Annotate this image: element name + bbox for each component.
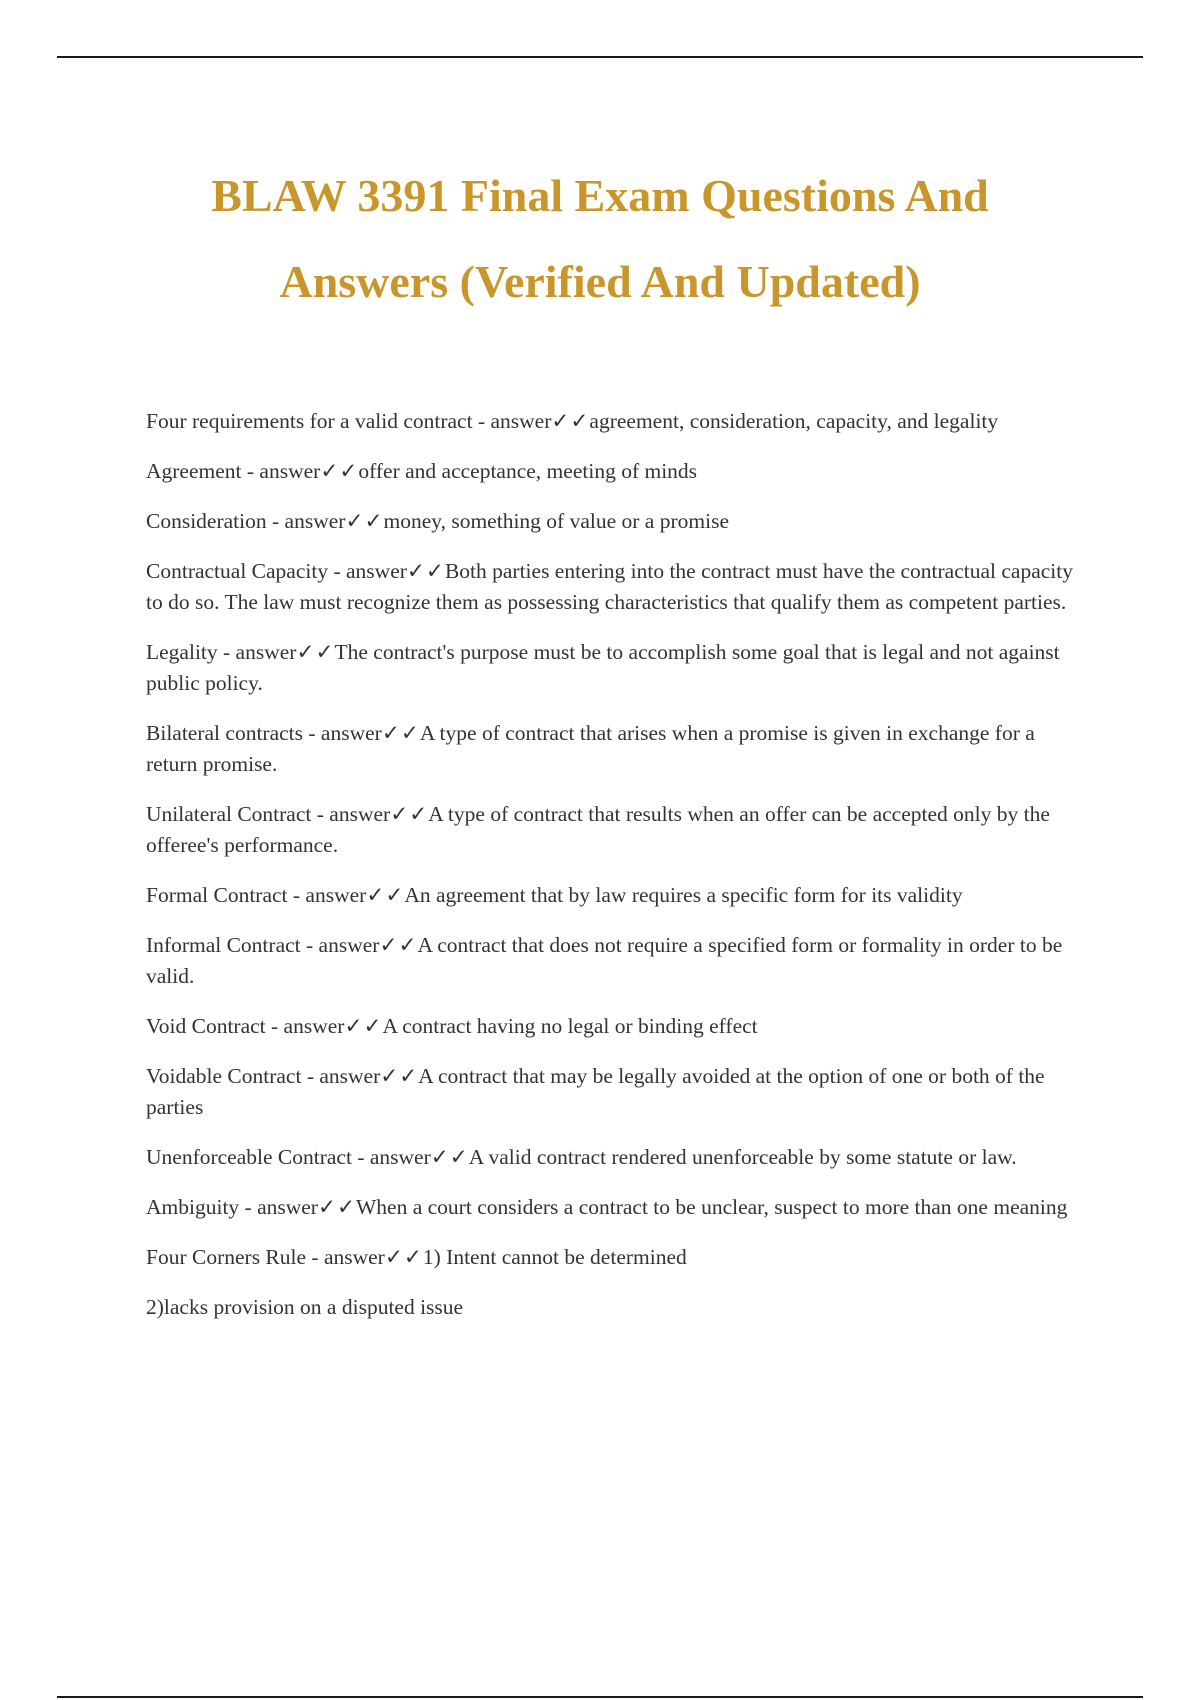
check-marks-icon: ✓✓: [366, 883, 405, 907]
qa-list: [146, 406, 1086, 1342]
qa-item: [146, 506, 1086, 537]
answer-separator: - answer: [328, 559, 407, 583]
term: Four Corners Rule: [146, 1245, 307, 1269]
answer-separator: - answer: [241, 459, 321, 483]
bottom-rule: [57, 1696, 1143, 1698]
answer-separator: - answer: [266, 509, 346, 533]
qa-item: [146, 799, 1086, 861]
term: Four requirements for a valid contract: [146, 409, 473, 433]
qa-item: [146, 880, 1086, 911]
check-marks-icon: ✓✓: [296, 640, 335, 664]
term: Unenforceable Contract: [146, 1145, 352, 1169]
definition: An agreement that by law requires a specific form for its validity: [404, 883, 963, 907]
qa-item: [146, 1142, 1086, 1173]
answer-separator: - answer: [311, 802, 391, 826]
definition: offer and acceptance, meeting of minds: [358, 459, 698, 483]
term: Formal Contract: [146, 883, 288, 907]
definition: When a court considers a contract to be unclear, suspect to more than one meaning: [356, 1195, 1068, 1219]
definition: A contract that does not require a specified form or formality in order to be valid.: [146, 933, 1063, 988]
definition: A type of contract that results when an offer can be accepted only by the offeree's performance.: [146, 802, 1050, 857]
qa-item: [146, 1192, 1086, 1223]
definition: A valid contract rendered unenforceable by some statute or law.: [468, 1145, 1017, 1169]
check-marks-icon: ✓✓: [320, 459, 359, 483]
definition: Both parties entering into the contract must have the contractual capacity to do so. The law must recognize them as possessing characteristics that qualify them as competent parties.: [146, 559, 1073, 614]
document-title: [100, 153, 1100, 325]
answer-separator: - answer: [265, 1014, 345, 1038]
check-marks-icon: ✓✓: [379, 933, 418, 957]
qa-item: [146, 556, 1086, 618]
check-marks-icon: ✓✓: [430, 1145, 469, 1169]
term: Consideration: [146, 509, 267, 533]
definition: agreement, consideration, capacity, and legality: [589, 409, 999, 433]
title-line-1: BLAW 3391 Final Exam Questions And: [211, 170, 989, 221]
qa-item: [146, 1011, 1086, 1042]
check-marks-icon: ✓✓: [344, 1014, 383, 1038]
definition: The contract's purpose must be to accomplish some goal that is legal and not against public policy.: [146, 640, 1060, 695]
answer-separator: - answer: [301, 1064, 381, 1088]
answer-separator: - answer: [300, 933, 380, 957]
qa-continuation: 2)lacks provision on a disputed issue: [146, 1295, 464, 1319]
definition: A contract that may be legally avoided at the option of one or both of the parties: [146, 1064, 1045, 1119]
term: Unilateral Contract: [146, 802, 312, 826]
check-marks-icon: ✓✓: [551, 409, 590, 433]
answer-separator: - answer: [351, 1145, 431, 1169]
qa-item: [146, 1061, 1086, 1123]
qa-item: [146, 718, 1086, 780]
qa-item: [146, 406, 1086, 437]
term: Agreement: [146, 459, 242, 483]
definition: 1) Intent cannot be determined: [422, 1245, 687, 1269]
qa-item: [146, 1242, 1086, 1273]
check-marks-icon: ✓✓: [384, 1245, 423, 1269]
qa-item: [146, 637, 1086, 699]
check-marks-icon: ✓✓: [380, 1064, 419, 1088]
check-marks-icon: ✓✓: [345, 509, 384, 533]
term: Voidable Contract: [146, 1064, 302, 1088]
term: Informal Contract: [146, 933, 301, 957]
answer-separator: - answer: [306, 1245, 385, 1269]
definition: A type of contract that arises when a promise is given in exchange for a return promise.: [146, 721, 1035, 776]
top-rule: [57, 56, 1143, 58]
term: Legality: [146, 640, 218, 664]
qa-item: [146, 930, 1086, 992]
term: Bilateral contracts: [146, 721, 303, 745]
check-marks-icon: ✓✓: [317, 1195, 357, 1219]
answer-separator: - answer: [217, 640, 297, 664]
term: Ambiguity: [146, 1195, 240, 1219]
term: Contractual Capacity: [146, 559, 329, 583]
definition: A contract having no legal or binding effect: [382, 1014, 758, 1038]
check-marks-icon: ✓✓: [381, 721, 420, 745]
check-marks-icon: ✓✓: [390, 802, 429, 826]
qa-item: [146, 456, 1086, 487]
term: Void Contract: [146, 1014, 266, 1038]
answer-separator: - answer: [303, 721, 382, 745]
check-marks-icon: ✓✓: [406, 559, 445, 583]
answer-separator: - answer: [239, 1195, 318, 1219]
answer-separator: - answer: [287, 883, 367, 907]
title-line-2: Answers (Verified And Updated): [279, 256, 921, 307]
answer-separator: - answer: [472, 409, 552, 433]
definition: money, something of value or a promise: [383, 509, 729, 533]
